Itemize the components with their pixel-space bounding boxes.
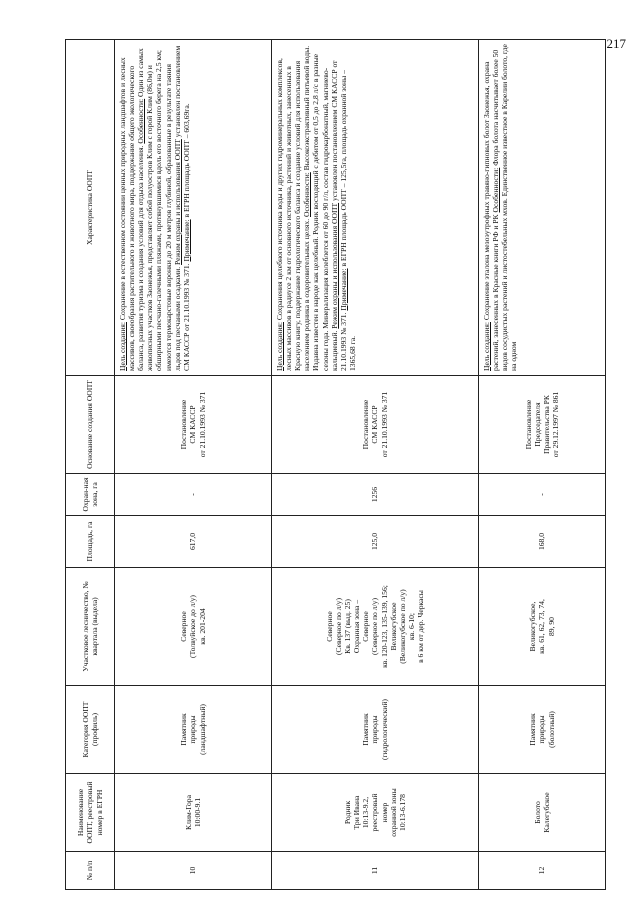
description-label: Примечание: — [181, 219, 191, 262]
description-text: Сохранения целебного источника воды и других гидроминеральных комплексов, лесных массивов в радиусе 2 км от основного источника, растений и животных, занесенных в Красную книгу, поддержание гидрологического баланса и создание условий для использования населением родника в оздоровительных целях. — [275, 58, 312, 371]
cell-basis — [115, 376, 272, 474]
header-zone: Охран-ная зона, га — [66, 474, 115, 516]
description-text: Сохранение эталона мезоэутрофных травяно-гипновых болот Заонежья, охрана растений, занесенных в Красные книги РФ и РК — [482, 61, 501, 371]
basis-line: от 21.10.1993 № 371 — [197, 391, 207, 458]
name-line: 10:13-6.178 — [397, 794, 407, 831]
header-description: Характеристика ООПТ — [66, 40, 115, 376]
cell-basis — [272, 376, 479, 474]
header-name: Наименование ООПТ, реестровый номер в ЕГРН — [66, 774, 115, 852]
basis-line: Постановление — [179, 399, 189, 450]
cell-area: 168,0 — [479, 516, 606, 568]
forestry-line: Северное — [361, 611, 371, 642]
forestry-line: Великогубское — [388, 602, 398, 651]
description-label: Цель создания: — [482, 322, 491, 371]
name-line: Болото — [532, 801, 542, 824]
description-text: Высокоэкстрактивный питьевой воды. Издавна известен в народе как целебный. Родник восходящий с дебитом от 0,5 до 2,8 л/с в разные сезоны года. Минерализация колеблется от 60 до 90 г/л, состав гидрокарбонатный, магниево-кальциевый. — [302, 45, 339, 371]
cell-forestry — [115, 568, 272, 686]
header-category: Категория ООПТ (профиль) — [66, 686, 115, 774]
header-area: Площадь, га — [66, 516, 115, 568]
table-row — [115, 40, 272, 890]
cell-category — [115, 686, 272, 774]
description-label: Особенности: — [302, 172, 312, 217]
name-line: Калегубское — [542, 792, 551, 833]
cell-zone: - — [115, 474, 272, 516]
basis-line: от 29.12.1997 № 861 — [551, 391, 561, 458]
description-text: установлен постановлением СМ КАССР от 21.10.1993 № 371. — [172, 45, 191, 371]
cell-forestry — [479, 568, 606, 686]
basis-line: Постановление — [361, 399, 371, 450]
description-text: установлен постановлением СМ КАССР от 21.10.1993 № 371. — [329, 60, 348, 371]
cell-num: 10 — [115, 852, 272, 890]
name-line: реестровый — [370, 793, 380, 832]
forestry-line: Кв. 137 (выд. 25) — [343, 599, 353, 654]
header-num: № п/п — [66, 852, 115, 890]
description-label: Цель создания: — [118, 322, 127, 371]
category-line: (ландшафтный) — [197, 704, 207, 755]
name-line: Три Ивана — [352, 795, 362, 830]
oopt-table — [65, 39, 606, 890]
header-forestry: Участковое лесничество, № квартала (выдела) — [66, 568, 115, 686]
forestry-line: 89, 90 — [546, 617, 556, 636]
forestry-line: (Северное по л/у) — [334, 598, 343, 655]
basis-line: Председателя — [532, 402, 542, 447]
cell-num: 11 — [272, 852, 479, 890]
description-text: Один из самых живописных участков Заонежья, представляет собой полуостров Клим с горой Клим (86,0м) и обширными песчано-галечными пляжами, протянувшимися вдоль его восточного берега на 2,5 км; имеются термокарстовые воронки до 20 м метров глубиной, образованные в результате таяния льдов под песчаными осадками. — [136, 48, 182, 371]
basis-line: Постановление — [523, 399, 533, 450]
forestry-line: (Толвуйское до л/у) — [188, 595, 198, 658]
cell-num: 12 — [479, 852, 606, 890]
forestry-line: кв. 6-10; — [406, 612, 416, 641]
category-line: (болотный) — [546, 711, 556, 748]
cell-area: 125,0 — [272, 516, 479, 568]
description-text: Сохранение в естественном состоянии ценных природных ландшафтов и лесных массивов, своеобразия растительного и животного мира, поддержание общего экологического баланса, развития туризма и создания условий для отдыха населения. — [118, 57, 146, 371]
description-label: Особенности: — [136, 98, 146, 144]
cell-area: 617,0 — [115, 516, 272, 568]
name-line: Родник — [343, 800, 353, 825]
category-line: природы — [537, 715, 547, 744]
forestry-line: (Северное по л/у) — [370, 598, 380, 655]
table-row — [272, 40, 479, 890]
name-line: номер — [379, 802, 389, 823]
description-text: Флора болота насчитывает более 50 видов сосудистых растений и листостебельных мхов. Единственное известное в Карелии болото, где на одном — [491, 44, 519, 371]
category-line: природы — [188, 715, 198, 744]
forestry-line: Великогубское, — [528, 601, 538, 652]
category-line: природы — [370, 715, 380, 744]
basis-line: СМ КАССР — [370, 405, 380, 444]
description-label: Цель создания: — [275, 322, 284, 371]
cell-description — [272, 40, 479, 376]
category-line: Памятник — [361, 713, 371, 746]
cell-name — [115, 774, 272, 852]
header-basis: Основание создания ООПТ — [66, 376, 115, 474]
description-text: в ЕГРН площадь ООПТ – 603,69га. — [181, 103, 191, 220]
description-label: Особенности: — [491, 167, 501, 213]
name-line: 10:00-9.1 — [193, 797, 202, 828]
cell-description — [115, 40, 272, 376]
cell-zone: - — [479, 474, 606, 516]
forestry-line: Северное — [324, 611, 334, 642]
category-line: Памятник — [179, 713, 189, 746]
forestry-line: Северное — [179, 611, 189, 642]
rotated-table-wrapper — [65, 40, 600, 890]
cell-name — [272, 774, 479, 852]
category-line: Памятник — [528, 713, 538, 746]
description-text: в ЕГРН площадь ООПТ – 125,5га, площадь охранной зоны – 1365,68 га. — [338, 70, 357, 371]
forestry-line: (Великогубское по л/у) — [397, 589, 407, 664]
name-line: 10:13-9.2, — [361, 796, 371, 829]
cell-category — [272, 686, 479, 774]
forestry-line: в 6 км от дер. Черкасы — [415, 590, 425, 663]
description-label: Режим охраны и использования ООПТ — [329, 202, 339, 329]
basis-line: от 21.10.1993 № 371 — [379, 391, 389, 458]
cell-basis — [479, 376, 606, 474]
description-label: Примечание: — [338, 268, 348, 311]
name-line: Клим-Гора — [183, 795, 193, 830]
page-number: 217 — [606, 36, 626, 51]
forestry-line: кв. 120-123, 135-139, 156; — [379, 585, 389, 668]
cell-forestry — [272, 568, 479, 686]
name-line: охранной зоны — [388, 788, 398, 837]
cell-description — [479, 40, 606, 376]
description-label: Режим охраны и использования ООПТ — [172, 139, 182, 265]
header-row — [66, 40, 115, 890]
table-row — [479, 40, 606, 890]
forestry-line: Охранная зона – — [352, 599, 362, 654]
category-line: (гидрологический) — [379, 699, 389, 760]
cell-category — [479, 686, 606, 774]
cell-name — [479, 774, 606, 852]
cell-zone: 1256 — [272, 474, 479, 516]
forestry-line: кв. 201-204 — [197, 608, 207, 645]
basis-line: Правительства РК — [542, 395, 551, 454]
basis-line: СМ КАССР — [188, 405, 198, 444]
forestry-line: кв. 61, 62, 73, 74, — [537, 599, 547, 654]
